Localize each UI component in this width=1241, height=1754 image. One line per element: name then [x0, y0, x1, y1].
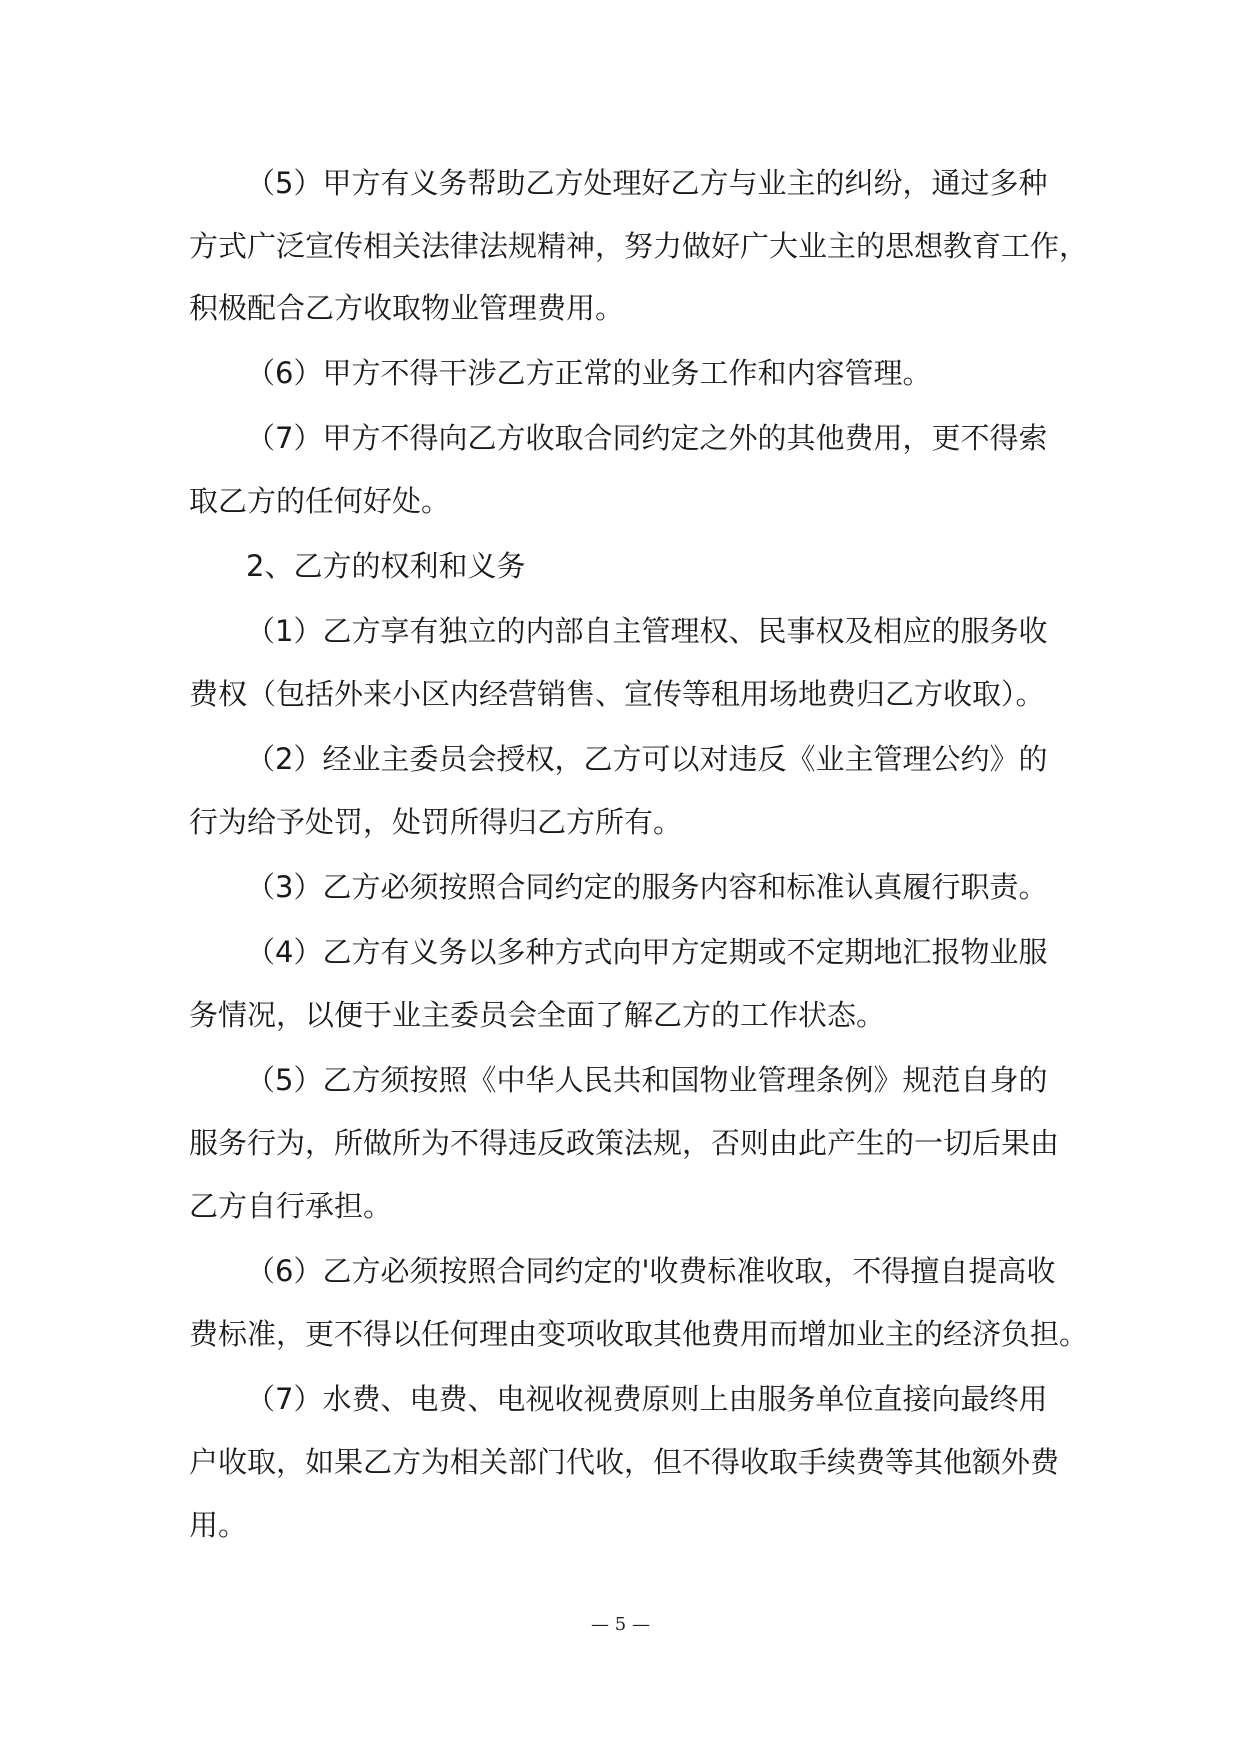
section-heading: 2、乙方的权利和义务 — [246, 549, 526, 583]
text-line: （6）乙方必须按照合同约定的'收费标准收取，不得擅自提高收 — [246, 1254, 1056, 1288]
text-line: 用。 — [189, 1508, 248, 1542]
text-line: （3）乙方必须按照合同约定的服务内容和标准认真履行职责。 — [246, 870, 1048, 904]
text-line: （7）甲方不得向乙方收取合同约定之外的其他费用，更不得索 — [246, 421, 1048, 455]
text-line: （2）经业主委员会授权，乙方可以对违反《业主管理公约》的 — [246, 742, 1048, 776]
text-line: 方式广泛宣传相关法律法规精神，努力做好广大业主的思想教育工作， — [189, 229, 1089, 263]
text-line: 费标准，更不得以任何理由变项收取其他费用而增加业主的经济负担。 — [189, 1317, 1089, 1351]
text-line: （7）水费、电费、电视收视费原则上由服务单位直接向最终用 — [246, 1382, 1048, 1416]
text-line: 务情况，以便于业主委员会全面了解乙方的工作状态。 — [189, 998, 886, 1032]
text-line: （5）甲方有义务帮助乙方处理好乙方与业主的纠纷，通过多种 — [246, 166, 1048, 200]
text-line: 行为给予处罚，处罚所得归乙方所有。 — [189, 805, 683, 839]
text-line: 乙方自行承担。 — [189, 1189, 393, 1223]
text-line: （6）甲方不得干涉乙方正常的业务工作和内容管理。 — [246, 356, 932, 390]
page-number: — 5 — — [591, 1614, 650, 1635]
text-line: 户收取，如果乙方为相关部门代收，但不得收取手续费等其他额外费 — [189, 1445, 1060, 1479]
text-line: 服务行为，所做所为不得违反政策法规，否则由此产生的一切后果由 — [189, 1126, 1060, 1160]
text-line: 费权（包括外来小区内经营销售、宣传等租用场地费归乙方收取）。 — [189, 677, 1045, 711]
text-line: 取乙方的任何好处。 — [189, 484, 451, 518]
text-line: （5）乙方须按照《中华人民共和国物业管理条例》规范自身的 — [246, 1063, 1048, 1097]
text-line: （1）乙方享有独立的内部自主管理权、民事权及相应的服务收 — [246, 614, 1048, 648]
text-line: 积极配合乙方收取物业管理费用。 — [189, 291, 625, 325]
text-line: （4）乙方有义务以多种方式向甲方定期或不定期地汇报物业服 — [246, 935, 1048, 969]
